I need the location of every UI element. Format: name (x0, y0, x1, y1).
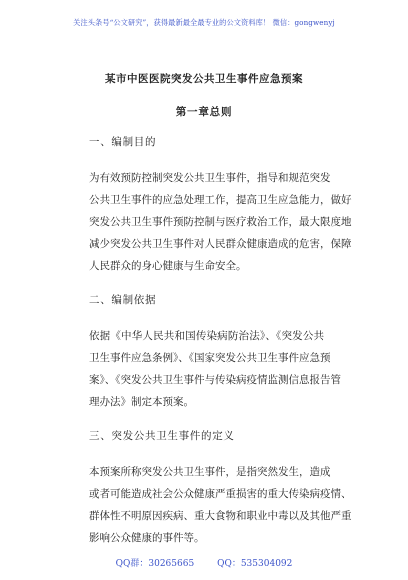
footer-contacts (0, 556, 408, 569)
document-title: 某市中医医院突发公共卫生事件应急预案 (105, 73, 303, 85)
section-heading-definition: 三、突发公共卫生事件的定义 (89, 430, 235, 442)
footer-qq-group: QQ群：30265665 (115, 559, 195, 569)
paragraph-line: 为有效预防控制突发公共卫生事件，指导和规范突发 (89, 172, 331, 184)
paragraph-line: 公共卫生事件的应急处理工作，提高卫生应急能力，做好 (89, 194, 352, 206)
paragraph-line: 人民群众的身心健康与生命安全。 (89, 260, 247, 272)
section-heading-purpose: 一、编制目的 (89, 136, 157, 148)
paragraph-line: 影响公众健康的事件等。 (89, 532, 205, 544)
paragraph-line: 减少突发公共卫生事件对人民群众健康造成的危害，保障 (89, 238, 352, 250)
section-heading-basis: 二、编制依据 (89, 294, 157, 306)
chapter-title: 第一章总则 (175, 106, 233, 118)
paragraph-line: 案》、《突发公共卫生事件与传染病疫情监测信息报告管 (89, 374, 341, 386)
paragraph-line: 或者可能造成社会公众健康严重损害的重大传染病疫情、 (89, 488, 352, 500)
paragraph-line: 突发公共卫生事件预防控制与医疗救治工作，最大限度地 (89, 216, 352, 228)
paragraph-line: 卫生事件应急条例》、《国家突发公共卫生事件应急预 (89, 352, 331, 364)
paragraph-line: 群体性不明原因疾病、重大食物和职业中毒以及其他严重 (89, 510, 352, 522)
footer-qq: QQ：535304092 (217, 559, 293, 569)
header-note: 关注头条号“公文研究”，获得最新最全最专业的公文资料库！ 微信：gongwenyj (73, 18, 335, 27)
paragraph-line: 依据《中华人民共和国传染病防治法》、《突发公共 (89, 330, 324, 342)
paragraph-line: 本预案所称突发公共卫生事件，是指突然发生，造成 (89, 466, 331, 478)
paragraph-line: 理办法》制定本预案。 (89, 396, 194, 408)
